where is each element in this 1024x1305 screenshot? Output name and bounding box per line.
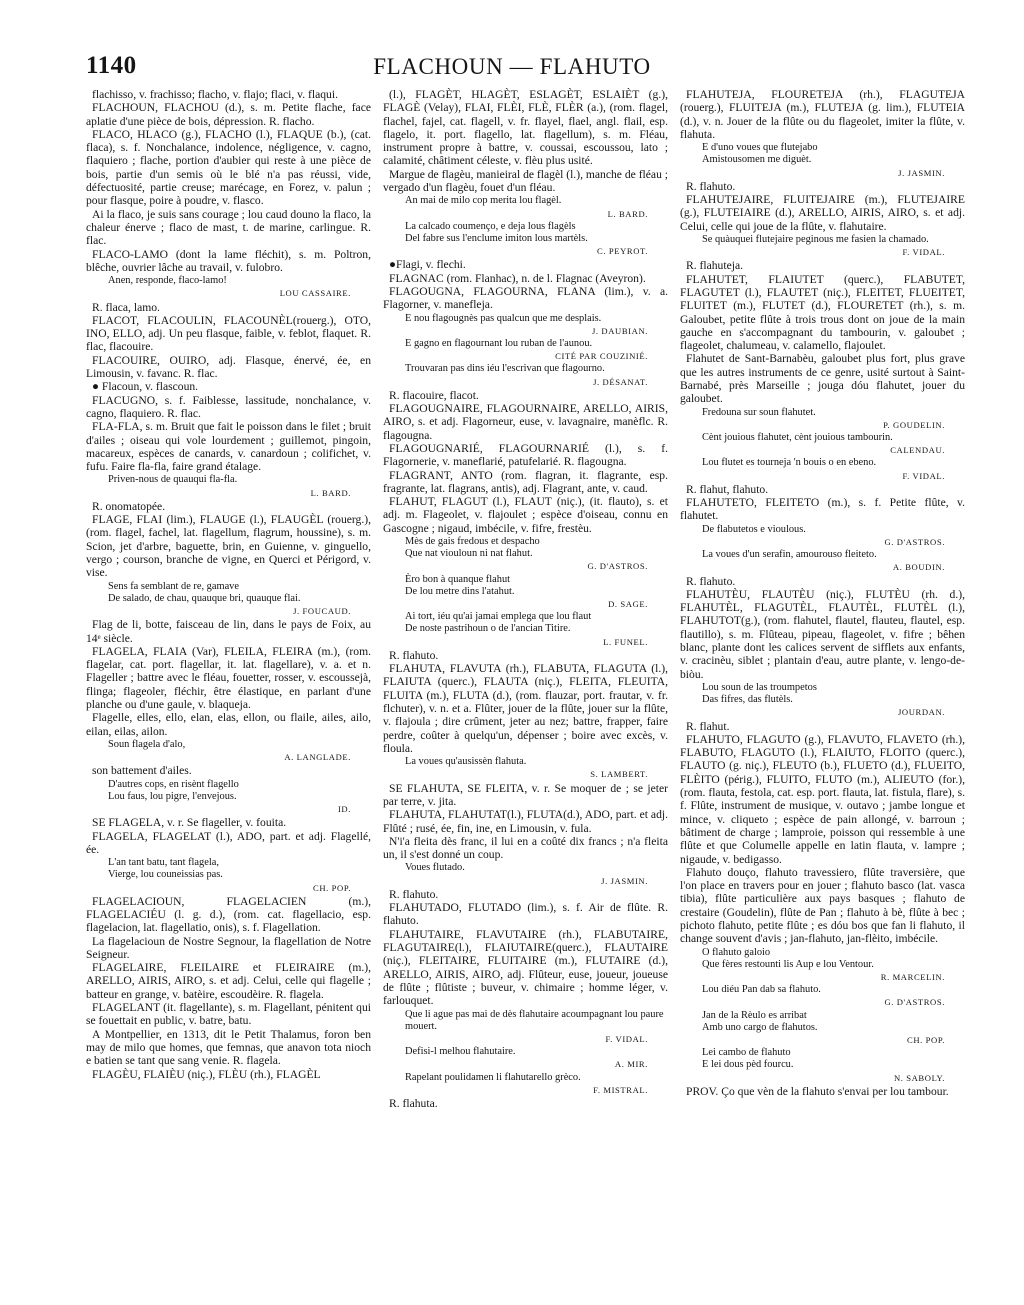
citation — [680, 984, 965, 1008]
citation — [86, 581, 371, 618]
citation-line: Lou flutet es tourneja 'n bouis o en ebeno. — [702, 457, 877, 469]
citation — [680, 1047, 965, 1084]
citation — [680, 682, 965, 719]
citation-line: Lou faus, lou pigre, l'envejous. — [108, 790, 237, 802]
citation-author: G. D'ASTROS. — [587, 561, 648, 572]
dictionary-entry: Margue de flagèu, manieiral de flagèl (l.), manche de fléau ; vergado d'un flagèu, fouet d'un fléau. — [383, 167, 668, 195]
citation-author: F. VIDAL. — [605, 1033, 648, 1044]
citation-line: Das fifres, das flutèls. — [702, 694, 793, 706]
citation-line: Priven-nous de quauqui fla-fla. — [108, 474, 238, 486]
citation — [680, 142, 965, 179]
citation-line: Trouvaran pas dins iéu l'escrivan que flagourno. — [405, 363, 605, 375]
citation-author: N. SABOLY. — [893, 1072, 945, 1083]
citation-line: Amistousomen me diguèt. — [702, 154, 812, 166]
dictionary-entry: FLACOUIRE, OUIRO, adj. Flasque, énervé, ée, en Limousin, v. favanc. R. flac. — [86, 353, 371, 381]
dictionary-entry: FLAGOUGNA, FLAGOURNA, FLANA (lim.), v. a. Flagorner, v. manefleja. — [383, 284, 668, 312]
dictionary-entry: FLACO, HLACO (g.), FLACHO (l.), FLAQUE (b.), (cat. flaca), s. f. Nonchalance, indolence, négligence, v. cagno, flaquiero ; flache, portion d'aubier qui reste à une pièce de bois, partie d'un semis où le blé n'a pas réussi, vide, défectuosité, partie creuse; marécage, en Forez, v. palun ; pour flasque, poire à poudre, v. flasco. — [86, 127, 371, 208]
dictionary-entry: FLAHUTEJA, FLOURETEJA (rh.), FLAGUTEJA (rouerg.), FLUITEJA (m.), FLUTEJA (g. lim.), FLUTEIA (d.), v. n. Jouer de la flûte ou du flageolet, imiter la flûte, v. flahuta. — [680, 88, 965, 141]
citation-author: J. JASMIN. — [601, 875, 648, 886]
citation — [86, 857, 371, 894]
citation-line: Que li ague pas mai de dès flahutaire acoumpagnant lou paure mouert. — [405, 1008, 664, 1032]
dictionary-entry: FLAHUTADO, FLUTADO (lim.), s. f. Air de flûte. R. flahuto. — [383, 901, 668, 928]
citation — [680, 947, 965, 984]
citation-author: C. PEYROT. — [597, 246, 648, 257]
citation — [680, 407, 965, 431]
citation-line: De flabutetos e vioulous. — [702, 523, 806, 535]
citation — [383, 536, 668, 573]
citation — [680, 524, 965, 548]
dictionary-entry: Flagelle, elles, ello, elan, elas, ellon, ou flaile, ailes, ailo, eilan, eilas, ailon. — [86, 711, 371, 738]
citation-line: Amb uno cargo de flahutos. — [702, 1021, 818, 1033]
dictionary-entry: FLAGELACIOUN, FLAGELACIEN (m.), FLAGELACIÉU (l. g. d.), (rom. cat. flagellacio, esp. flagelacion, lat. flagellatio, onis), s. f. Flagellation. — [86, 894, 371, 935]
column-left — [86, 88, 371, 1288]
dictionary-entry: FLAHUTET, FLAIUTET (querc.), FLABUTET, FLAGUTET (l.), FLAUTET (niç.), FLEITET, FLUEITET, FLUITET (m.), FLUTET (d.), FLOURETET (rh.), s. m. Galoubet, petite flûte à trois trous dont on joue de la main gauche en s'accompagnant du tambourin, v. galoubet ; flageolet, chalumeau, v. calamello, flajoulet. — [680, 272, 965, 353]
dictionary-entry: FLAGELAIRE, FLEILAIRE et FLEIRAIRE (m.), ARELLO, AIRIS, AIRO, s. et adj. Celui, celle qui flagelle ; batteur en grange, v. batèire, escoudèire. R. flagela. — [86, 961, 371, 1001]
citation-line: Mès de gais fredous et despacho — [405, 536, 540, 548]
citation-line: O flahuto galoio — [702, 946, 771, 958]
citation — [86, 474, 371, 498]
page-number: 1140 — [86, 52, 137, 79]
dictionary-entry: R. flahuto. — [686, 179, 736, 193]
citation — [680, 549, 965, 573]
citation — [383, 195, 668, 219]
dictionary-entry: R. flahut. — [686, 719, 730, 733]
citation-author: JOURDAN. — [897, 707, 945, 718]
dictionary-entry: FLAHUTA, FLAVUTA (rh.), FLABUTA, FLAGUTA (l.), FLAIUTA (querc.), FLAUTA (niç.), FLEITA, FLEUITA, FLUITA (m.), FLUTA (d.), (rom. flauzar, port. frautar, v. fr. flchuter), v. n. et a. Flûter, jouer de la flûte, jouer sur la flûte, v. flajoula ; dire crûment, jeter au nez; battre, frapper, faire perdre, coûter à quelqu'un, dépenser ; boire avec excès, v. floula. — [383, 662, 668, 755]
citation-line: Fredouna sur soun flahutet. — [702, 406, 816, 418]
citation-line: Vierge, lou couneissias pas. — [108, 869, 223, 881]
dictionary-entry: R. flahuto. — [686, 574, 736, 588]
citation-line: Del fabre sus l'enclume imiton lous martèls. — [405, 232, 588, 244]
citation-line: E gagno en flagournant lou ruban de l'aunou. — [405, 337, 593, 349]
citation-author: D. SAGE. — [608, 599, 648, 610]
citation — [383, 862, 668, 886]
dictionary-entry: FLAGELA, FLAIA (Var), FLEILA, FLEIRA (m.), (rom. flagelar, cat. port. flagellar, it. lat. flagellare), v. a. et n. Flageller ; battre avec le fléau, fouetter, rosser, v. escoussejà, flinga; flageoler, fléchir, être élastique, en parlant d'une planche ou d'une gaule, v. blaqueja. — [86, 644, 371, 711]
citation-line: E d'uno voues que flutejabo — [702, 142, 818, 154]
dictionary-entry: R. onomatopée. — [92, 499, 166, 513]
citation — [383, 363, 668, 387]
dictionary-entry: La flagelacioun de Nostre Segnour, la flagellation de Notre Seigneur. — [86, 934, 371, 961]
dictionary-entry: FLAHUTETO, FLEITETO (m.), s. f. Petite flûte, v. flahutet. — [680, 496, 965, 523]
dictionary-entry: FLAGELA, FLAGELAT (l.), ADO, part. et adj. Flagellé, ée. — [86, 829, 371, 856]
citation-author: P. GOUDELIN. — [883, 419, 945, 430]
citation-author: CITÉ PAR COUZINIÉ. — [555, 351, 648, 362]
dictionary-entry: R. flahuta. — [389, 1096, 438, 1110]
citation — [383, 221, 668, 258]
citation-author: F. VIDAL. — [902, 470, 945, 481]
citation-line: Lei cambo de flahuto — [702, 1047, 791, 1059]
dictionary-entry: SE FLAHUTA, SE FLEITA, v. r. Se moquer de ; se jeter par terre, v. jita. — [383, 781, 668, 808]
dictionary-entry: R. flahut, flahuto. — [686, 482, 769, 496]
citation — [680, 432, 965, 456]
citation-line: Ai tort, iéu qu'ai jamai emplega que lou flaut — [405, 611, 592, 623]
citation — [680, 1010, 965, 1047]
citation-line: Sens fa semblant de re, gamave — [108, 580, 239, 592]
citation — [383, 1009, 668, 1046]
citation-line: Voues flutado. — [405, 862, 465, 874]
citation-author: G. D'ASTROS. — [884, 536, 945, 547]
dictionary-entry: Flahutet de Sant-Barnabèu, galoubet plus fort, plus grave que les autres instruments de ce genre, usité surtout à Saint-Barnabé, près Marseille ; jouga dóu flahutet, jouer du galoubet. — [680, 352, 965, 406]
citation-line: Defisi-l melhou flahutaire. — [405, 1046, 516, 1058]
dictionary-entry: FLAHUTO, FLAGUTO (g.), FLAVUTO, FLAVETO (rh.), FLABUTO, FLAGUTO (l.), FLAIUTO, FLOITO (querc.), FLAUTO (g. niç.), FLEUTO (b.), FLUETO (d.), FLUEITO, FLÈITO (périg.), FLUITO, FLUTO (m.), ALIEUTO (for.), (rom. flauta, festola, cat. esp. port. flauta, lat. fistula, flare), s. f. Flûte, instrument de musique, v. outavo ; jambe longue et mince, v. cliqueto ; espèce de pain allongé, v. barroun ; bâtiment de charge ; lamproie, poisson qui ressemble à une flûte et que Columelle appelle en latin flauta, v. lampre ; nigaude, v. bedigasso. — [680, 732, 965, 866]
citation-line: Èro bon à quanque flahut — [405, 573, 511, 585]
dictionary-entry: R. flaca, lamo. — [92, 300, 160, 314]
dictionary-entry: FLAGE, FLAI (lim.), FLAUGE (l.), FLAUGÈL (rouerg.), (rom. flagel, fachel, lat. flagellum, flagrum, houssine), s. m. Scion, jet d'arbre, baguette, brin, en Guienne, v. ginguello, vergo ; courson, branche de vigne, en Querci et Périgord, v. vise. — [86, 513, 371, 580]
citation — [383, 611, 668, 648]
column-middle — [383, 88, 668, 1288]
dictionary-entry: (l.), FLAGÈT, HLAGÈT, ESLAGÈT, ESLAIÈT (g.), FLAGÈ (Velay), FLAI, FLÈI, FLÈ, FLÈR (a.), (rom. flagel, flachel, fajel, cat. flagell, v. fr. flayel, flael, angl. flail, esp. flagelo, it. port. flagello, lat. flagellum), s. m. Fléau, instrument propre à battre, v. coussai, escoussou, lato ; calamité, châtiment céleste, v. flèu plus usité. — [383, 88, 668, 168]
citation — [383, 574, 668, 611]
citation-author: CH. POP. — [313, 882, 351, 893]
citation-line: De lou metre dins l'atahut. — [405, 585, 515, 597]
dictionary-entry: ● Flacoun, v. flascoun. — [92, 380, 199, 394]
citation-line: Lou soun de las troumpetos — [702, 681, 817, 693]
citation-author: L. BARD. — [310, 487, 351, 498]
citation — [383, 313, 668, 337]
dictionary-entry: Flag de li, botte, faisceau de lin, dans le pays de Foix, au 14ᵉ siècle. — [86, 618, 371, 645]
citation-line: Jan de la Rèulo es arribat — [702, 1009, 807, 1021]
citation-author: S. LAMBERT. — [590, 769, 648, 780]
dictionary-entry: FLAHUTEJAIRE, FLUITEJAIRE (m.), FLUTEJAIRE (g.), FLUTEIAIRE (d.), ARELLO, AIRIS, AIRO, s. et adj. Celui, celle qui joue de la flûte, v. flahutaire. — [680, 193, 965, 233]
citation-line: Rapelant poulidamen li flahutarello grèco. — [405, 1071, 581, 1083]
dictionary-entry: FLAGRANT, ANTO (rom. flagran, it. flagrante, esp. fragrante, lat. flagrans, antis), adj. Flagrant, ante, v. caud. — [383, 468, 668, 495]
dictionary-entry: Flahuto douço, flahuto travessiero, flûte traversière, que l'on place en travers pour en jouer ; flahuto basco (lat. vasca tibia), flûte particulière aux pays basques ; flahuto de crestaire (Goudelin), flûte de Pan ; flahuto à bè, flûte à bec ; pichoto flahuto, petite flûte ; es dóu bos que fan li flahuto, il change souvent d'avis ; jan-flahuto, jan-flèito, imbécile. — [680, 865, 965, 946]
citation — [680, 234, 965, 258]
citation-author: F. MISTRAL. — [593, 1084, 648, 1095]
citation-author: L. FUNEL. — [603, 636, 648, 647]
citation-line: La voues d'un serafin, amourouso fleiteto. — [702, 549, 877, 561]
citation-line: Cènt jouious flahutet, cènt jouious tambourin. — [702, 432, 893, 444]
dictionary-entry: A Montpellier, en 1313, dit le Petit Thalamus, foron ben may de milo que homes, que femnas, que anavon tota nioch e batien se tant que sang venie. R. flagela. — [86, 1027, 371, 1068]
citation-line: L'an tant batu, tant flagela, — [108, 857, 219, 869]
dictionary-entry: FLACHOUN, FLACHOU (d.), s. m. Petite flache, face aplatie d'une pièce de bois, dépression. R. flacho. — [86, 101, 371, 128]
citation — [86, 275, 371, 299]
citation-author: R. MARCELIN. — [880, 972, 945, 983]
citation-author: J. JASMIN. — [898, 167, 945, 178]
citation-author: A. MIR. — [614, 1059, 648, 1070]
citation — [86, 779, 371, 816]
citation-line: De noste pastrihoun o de l'ancian Titire. — [405, 623, 571, 635]
citation-line: La calcado coumenço, e deja lous flagèls — [405, 220, 576, 232]
dictionary-entry: R. flahuto. — [389, 648, 439, 662]
dictionary-entry: FLA-FLA, s. m. Bruit que fait le poisson dans le filet ; bruit d'ailes ; oiseau qui vole lourdement ; guillemot, pingoin, macareux, espèces de canards, v. canardoun ; colifichet, v. fufu. Faire fla-fla, faire grand étalage. — [86, 420, 371, 474]
citation-author: ID. — [337, 804, 351, 814]
citation-author: G. D'ASTROS. — [884, 997, 945, 1008]
citation-line: Lou diéu Pan dab sa flahuto. — [702, 984, 821, 996]
dictionary-entry: FLAHUT, FLAGUT (l.), FLAUT (niç.), (it. flauto), s. et adj. m. Flageolet, v. flajoulet ; espèce d'oiseau, connu en Gascogne ; nigaud, imbécile, v. fifre, frestèu. — [383, 495, 668, 535]
dictionary-entry: FLAHUTÈU, FLAUTÈU (niç.), FLUTÈU (rh. d.), FLAHUTÈL, FLAGUTÈL, FLAUTÈL, FLUTÈL (l.), FLAHUTOT(g.), (rom. flahutel, flautel, flauteu, flautel, esp. flautillo), s. m. Flûteau, pipeau, flageolet, v. fifre ; bêhen blanc, plante dont les calices servent de sifflets aux enfants, v. cracinèu, siblet ; plantain d'eau, autre plante, v. lengo-de-biòu. — [680, 587, 965, 681]
dictionary-entry: FLACUGNO, s. f. Faiblesse, lassitude, nonchalance, v. cagno, flaquiero. R. flac. — [86, 393, 371, 420]
citation-line: An mai de milo cop merita lou flagèl. — [405, 195, 562, 207]
citation-author: A. BOUDIN. — [892, 562, 945, 573]
dictionary-entry: FLACO-LAMO (dont la lame fléchit), s. m. Poltron, blêche, ouvrier lâche au travail, v. fulobro. — [86, 247, 371, 274]
dictionary-entry: son battement d'ailes. — [92, 764, 192, 778]
citation-author: LOU CASSAIRE. — [279, 288, 351, 299]
citation-author: J. DÉSANAT. — [593, 376, 648, 387]
citation-author: A. LANGLADE. — [284, 752, 351, 763]
dictionary-entry: FLAGOUGNAIRE, FLAGOURNAIRE, ARELLO, AIRIS, AIRO, s. et adj. Flagorneur, euse, v. lavagnaire, manèflc. R. flagougna. — [383, 402, 668, 442]
citation-line: De salado, de chau, quauque bri, quauque flai. — [108, 592, 301, 604]
citation — [383, 1046, 668, 1070]
citation-line: Soun flagela d'alo, — [108, 738, 186, 750]
dictionary-entry: FLAHUTA, FLAHUTAT(l.), FLUTA(d.), ADO, part. et adj. Flûté ; rusé, ée, fin, ine, en Limousin, v. fula. — [383, 808, 668, 835]
citation-author: L. BARD. — [607, 208, 648, 219]
dictionary-entry: FLAGÈU, FLAIÈU (niç.), FLÈU (rh.), FLAGÈL — [92, 1067, 321, 1081]
dictionary-entry: FLAHUTAIRE, FLAVUTAIRE (rh.), FLABUTAIRE, FLAGUTAIRE(l.), FLAIUTAIRE(querc.), FLAUTAIRE (niç.), FLEITAIRE, FLUITAIRE (m.), FLUTAIRE (d.), ARELLO, AIRIS, AIRO, adj. Flûteur, euse, joueur, joueuse de flûte ; flûtiste ; buveur, v. chimaire ; homme léger, v. farlouquet. — [383, 927, 668, 1008]
citation-line: D'autres cops, en risènt flagello — [108, 778, 239, 790]
dictionary-columns — [86, 88, 966, 1288]
dictionary-entry: PROV. Ço que vèn de la flahuto s'envai per lou tambour. — [686, 1084, 949, 1098]
dictionary-entry: Ai la flaco, je suis sans courage ; lou caud douno la flaco, la chaleur énerve ; flaco de mast, t. de marine, carlingue. R. flac. — [86, 207, 371, 248]
dictionary-entry: FLAGELANT (it. flagellante), s. m. Flagellant, pénitent qui se fouettait en public, v. batre, batu. — [86, 1001, 371, 1028]
citation — [383, 338, 668, 362]
citation — [680, 457, 965, 481]
citation-author: F. VIDAL. — [902, 247, 945, 258]
citation-line: Que fères restounti lis Aup e lou Ventour. — [702, 958, 874, 970]
citation-line: Anen, responde, flaco-lamo! — [108, 275, 227, 287]
citation-author: CH. POP. — [907, 1035, 945, 1046]
dictionary-entry: flachisso, v. frachisso; flacho, v. flajo; flaci, v. flaqui. — [92, 88, 338, 101]
dictionary-entry: R. flahuto. — [389, 887, 439, 901]
citation — [383, 756, 668, 780]
citation-line: E lei dous pèd fourcu. — [702, 1059, 794, 1071]
citation-line: Se quàuquei flutejaire peginous me fasien la chamado. — [702, 233, 929, 245]
citation-author: J. DAUBIAN. — [591, 325, 648, 336]
dictionary-entry: SE FLAGELA, v. r. Se flageller, v. fouita. — [92, 816, 287, 830]
dictionary-entry: FLAGNAC (rom. Flanhac), n. de l. Flagnac (Aveyron). — [389, 271, 646, 285]
dictionary-entry: FLAGOUGNARIÉ, FLAGOURNARIÉ (l.), s. f. Flagornerie, v. maneflarié, patufelarié. R. flagougna. — [383, 441, 668, 469]
citation — [383, 1072, 668, 1096]
citation — [86, 739, 371, 763]
dictionary-entry: R. flahuteja. — [686, 259, 743, 273]
citation-line: La voues qu'ausissèn flahuta. — [405, 756, 527, 768]
dictionary-entry: R. flacouire, flacot. — [389, 388, 479, 402]
dictionary-entry: FLACOT, FLACOULIN, FLACOUNÈL(rouerg.), OTO, INO, ELLO, adj. Un peu flasque, faible, v. feblot, flaquet. R. flac, flacouire. — [86, 313, 371, 354]
citation-author: CALENDAU. — [890, 445, 945, 456]
citation-line: E nou flagougnès pas qualcun que me desplais. — [405, 312, 602, 324]
dictionary-entry: ●Flagi, v. flechi. — [389, 258, 466, 272]
dictionary-entry: N'i'a fleita dès franc, il lui en a coûté dix francs ; n'a fleita un, il s'est donné un coup. — [383, 834, 668, 862]
column-right — [680, 88, 965, 1288]
citation-author: J. FOUCAUD. — [293, 606, 351, 617]
running-head: FLACHOUN — FLAHUTO — [373, 54, 651, 79]
citation-line: Que nat viouloun ni nat flahut. — [405, 548, 533, 560]
